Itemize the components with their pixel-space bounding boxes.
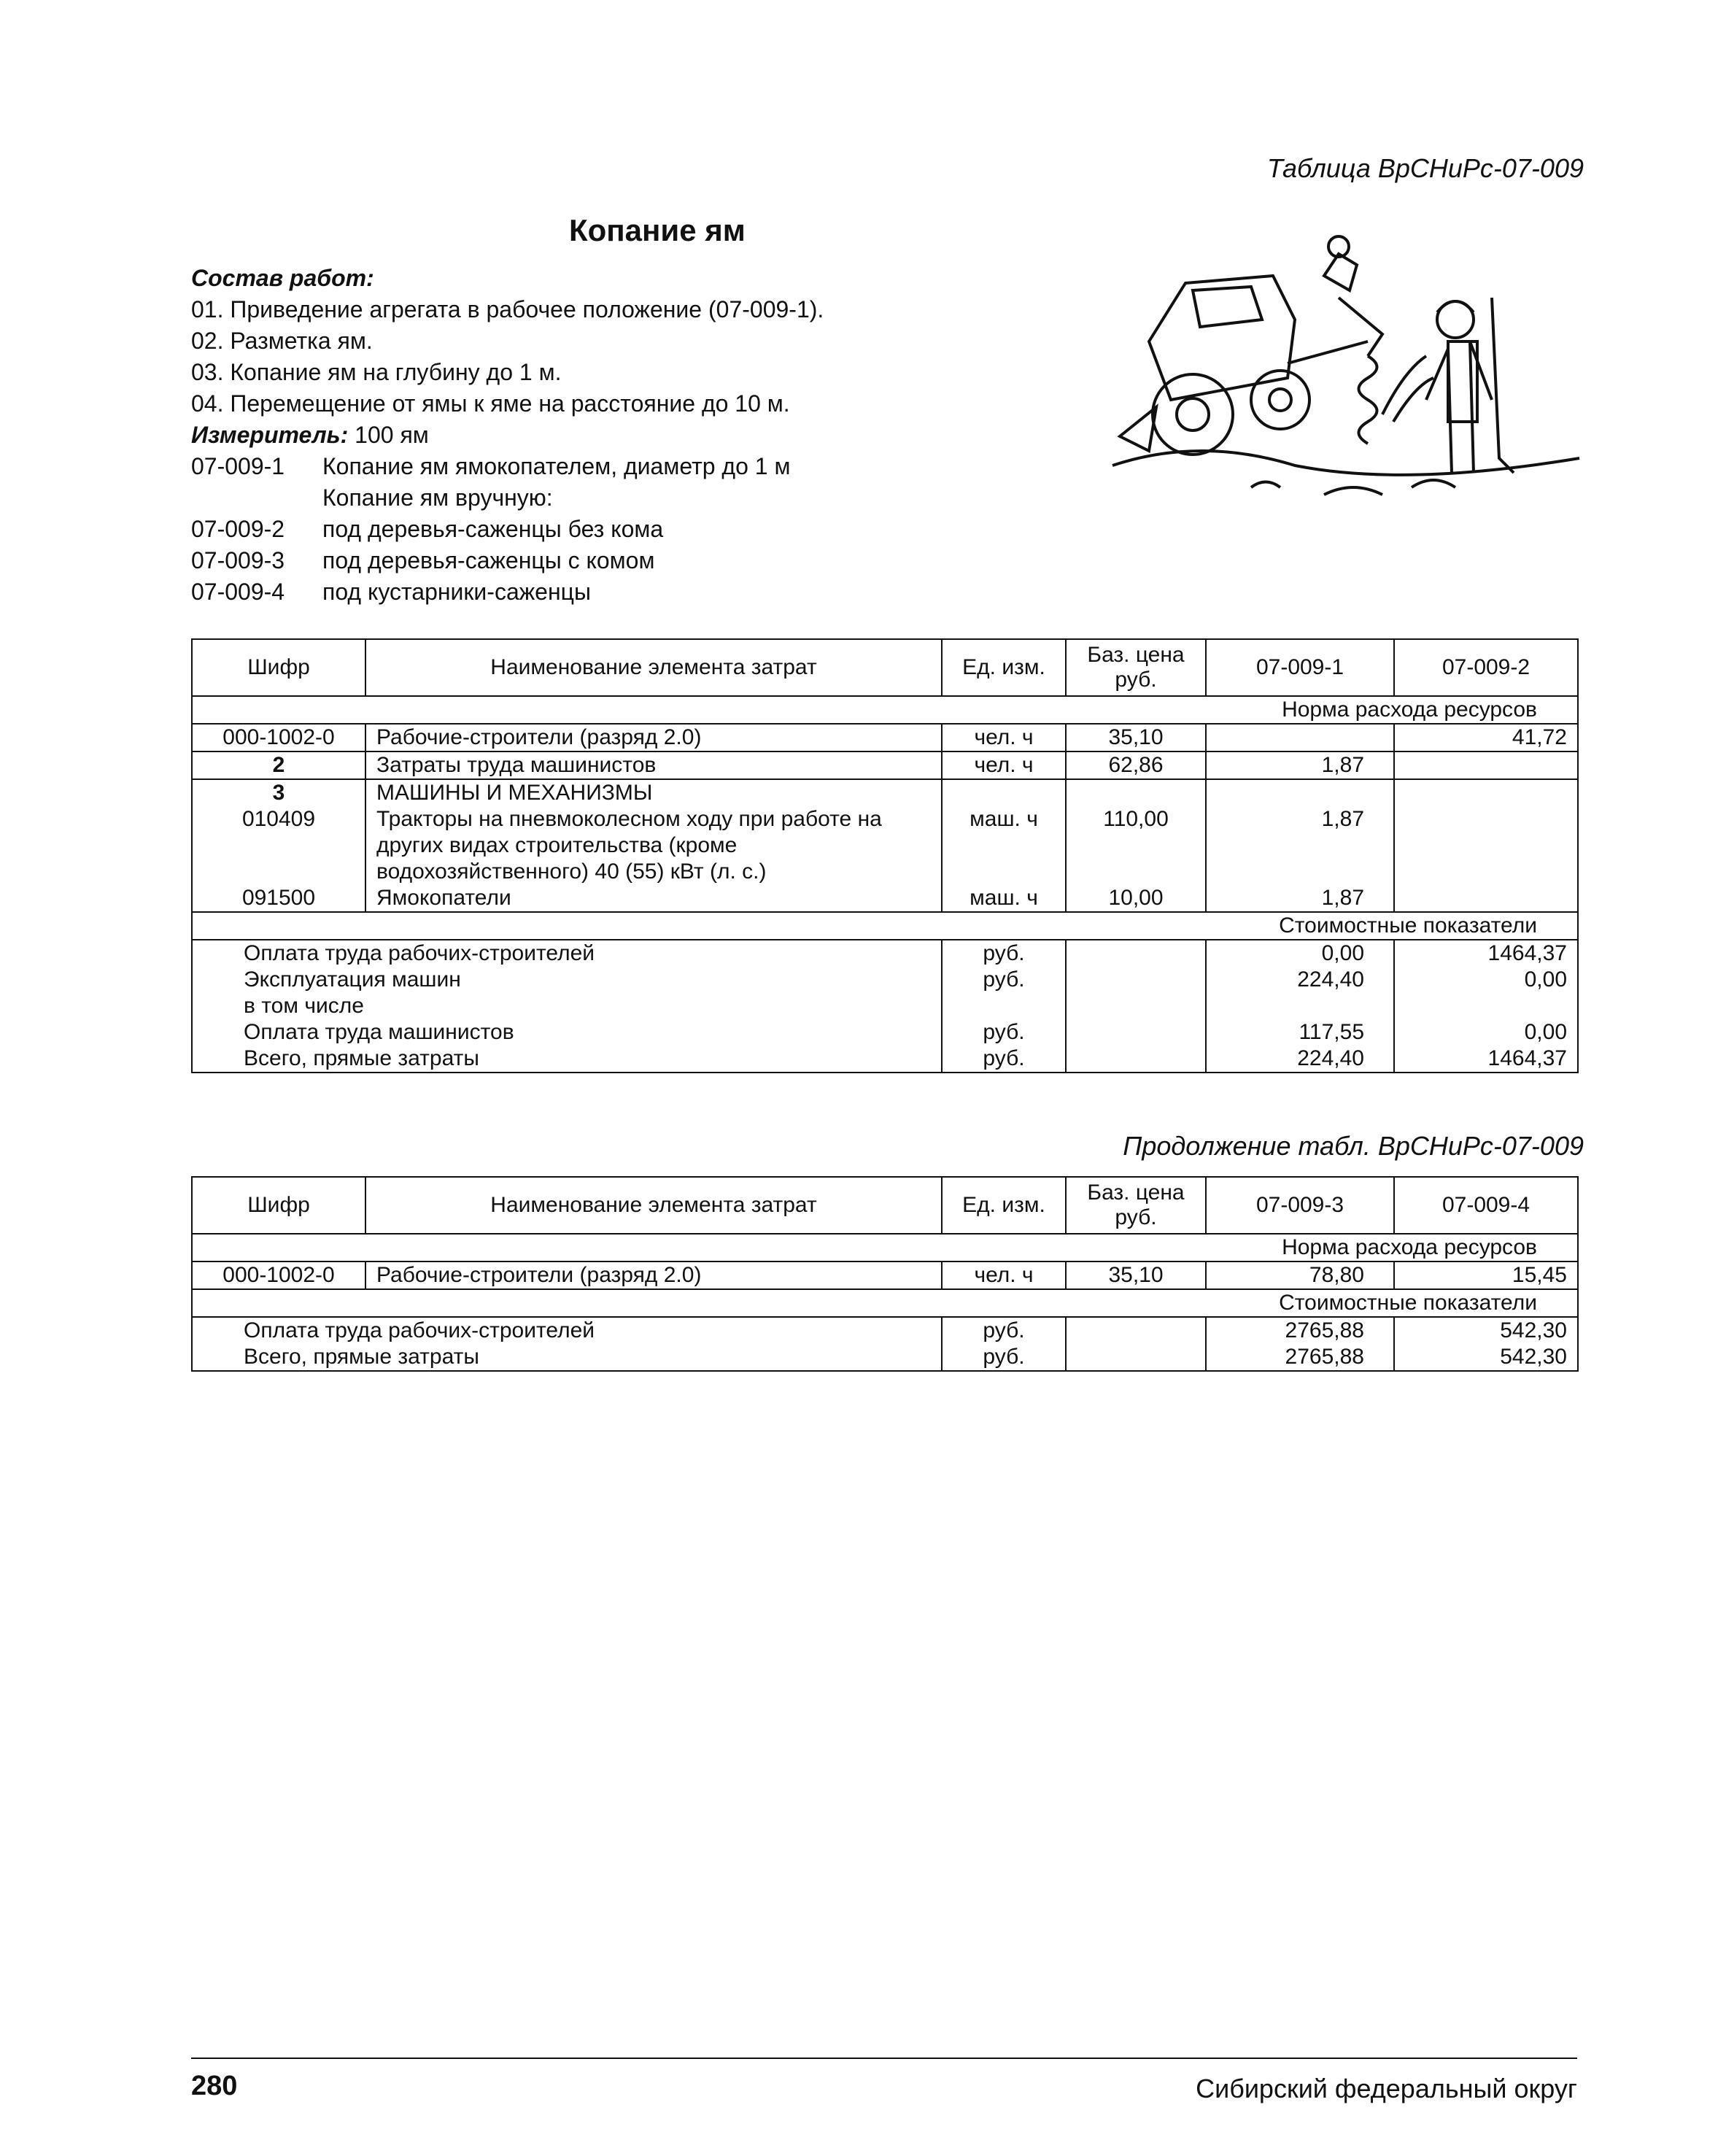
table-row: 000-1002-0 Рабочие-строители (разряд 2.0) чел. ч 35,10 41,72: [192, 724, 1578, 751]
position-row: 07-009-1 Копание ям ямокопателем, диаметр до 1 м: [191, 453, 791, 479]
meter-value: 100 ям: [355, 422, 429, 448]
work-item: 04. Перемещение от ямы к яме на расстояние до 10 м.: [191, 390, 790, 417]
table-label: Таблица ВрСНиРс-07-009: [1266, 153, 1584, 183]
header-code: Шифр: [192, 639, 365, 696]
position-row: 07-009-2 под деревья-саженцы без кома: [191, 516, 664, 542]
table-row: 3 010409 МАШИНЫ И МЕХАНИЗМЫ Тракторы на пневмоколесном ходу при работе на других видах строительства (кроме водохозяйственного) 40 (55) кВт (л. с.) маш. ч 110,00 1,87: [192, 779, 1578, 885]
table-row: 091500 Ямокопатели маш. ч 10,00 1,87: [192, 885, 1578, 912]
header-name: Наименование элемента затрат: [365, 639, 942, 696]
work-header: Состав работ:: [191, 265, 374, 291]
section-cost: Стоимостные показатели: [192, 1289, 1578, 1317]
norms-table-1: [191, 638, 1579, 1073]
header-price: Баз. цена руб.: [1066, 1177, 1206, 1234]
cost-rows: Оплата труда рабочих-строителей Эксплуатация машин в том числе Оплата труда машинистов Всего, прямые затраты руб. руб. руб. руб. 0,00 224,40 117,55 224,40 1464,37 0,00 0,00 1464,37: [192, 940, 1578, 1073]
page-title: Копание ям: [569, 213, 746, 247]
district-label: Сибирский федеральный округ: [1196, 2074, 1577, 2103]
meter-line: [191, 420, 824, 451]
header-col-a: 07-009-3: [1206, 1177, 1394, 1234]
footer-rule: [191, 2058, 1577, 2059]
header-unit: Ед. изм.: [942, 1177, 1066, 1234]
meter-label: Измеритель:: [191, 422, 349, 448]
position-row: 07-009-3 под деревья-саженцы с комом: [191, 547, 655, 573]
section-norm: Норма расхода ресурсов: [192, 696, 1578, 724]
header-col-a: 07-009-1: [1206, 639, 1394, 696]
section-norm: Норма расхода ресурсов: [192, 1234, 1578, 1261]
position-row: Копание ям вручную:: [322, 484, 553, 511]
tractor-illustration: [1105, 232, 1587, 509]
header-name: Наименование элемента затрат: [365, 1177, 942, 1234]
header-price: Баз. цена руб.: [1066, 639, 1206, 696]
work-item: 01. Приведение агрегата в рабочее положение (07-009-1).: [191, 296, 824, 322]
norms-table-2: [191, 1176, 1579, 1372]
table-row: 000-1002-0 Рабочие-строители (разряд 2.0) чел. ч 35,10 78,80 15,45: [192, 1261, 1578, 1289]
work-composition: [191, 263, 824, 608]
section-cost: Стоимостные показатели: [192, 912, 1578, 940]
work-item: 03. Копание ям на глубину до 1 м.: [191, 359, 562, 385]
header-col-b: 07-009-2: [1394, 639, 1578, 696]
header-col-b: 07-009-4: [1394, 1177, 1578, 1234]
continuation-label: Продолжение табл. ВрСНиРс-07-009: [1123, 1131, 1584, 1161]
page-number: 280: [191, 2071, 238, 2101]
table-row: 2 Затраты труда машинистов чел. ч 62,86 1,87: [192, 751, 1578, 779]
position-row: 07-009-4 под кустарники-саженцы: [191, 579, 591, 605]
header-unit: Ед. изм.: [942, 639, 1066, 696]
work-item: 02. Разметка ям.: [191, 328, 373, 354]
table-header: [192, 1177, 1578, 1234]
table-header: [192, 639, 1578, 696]
header-code: Шифр: [192, 1177, 365, 1234]
cost-rows: Оплата труда рабочих-строителей Всего, прямые затраты руб. руб. 2765,88 2765,88 542,30 542,30: [192, 1317, 1578, 1371]
